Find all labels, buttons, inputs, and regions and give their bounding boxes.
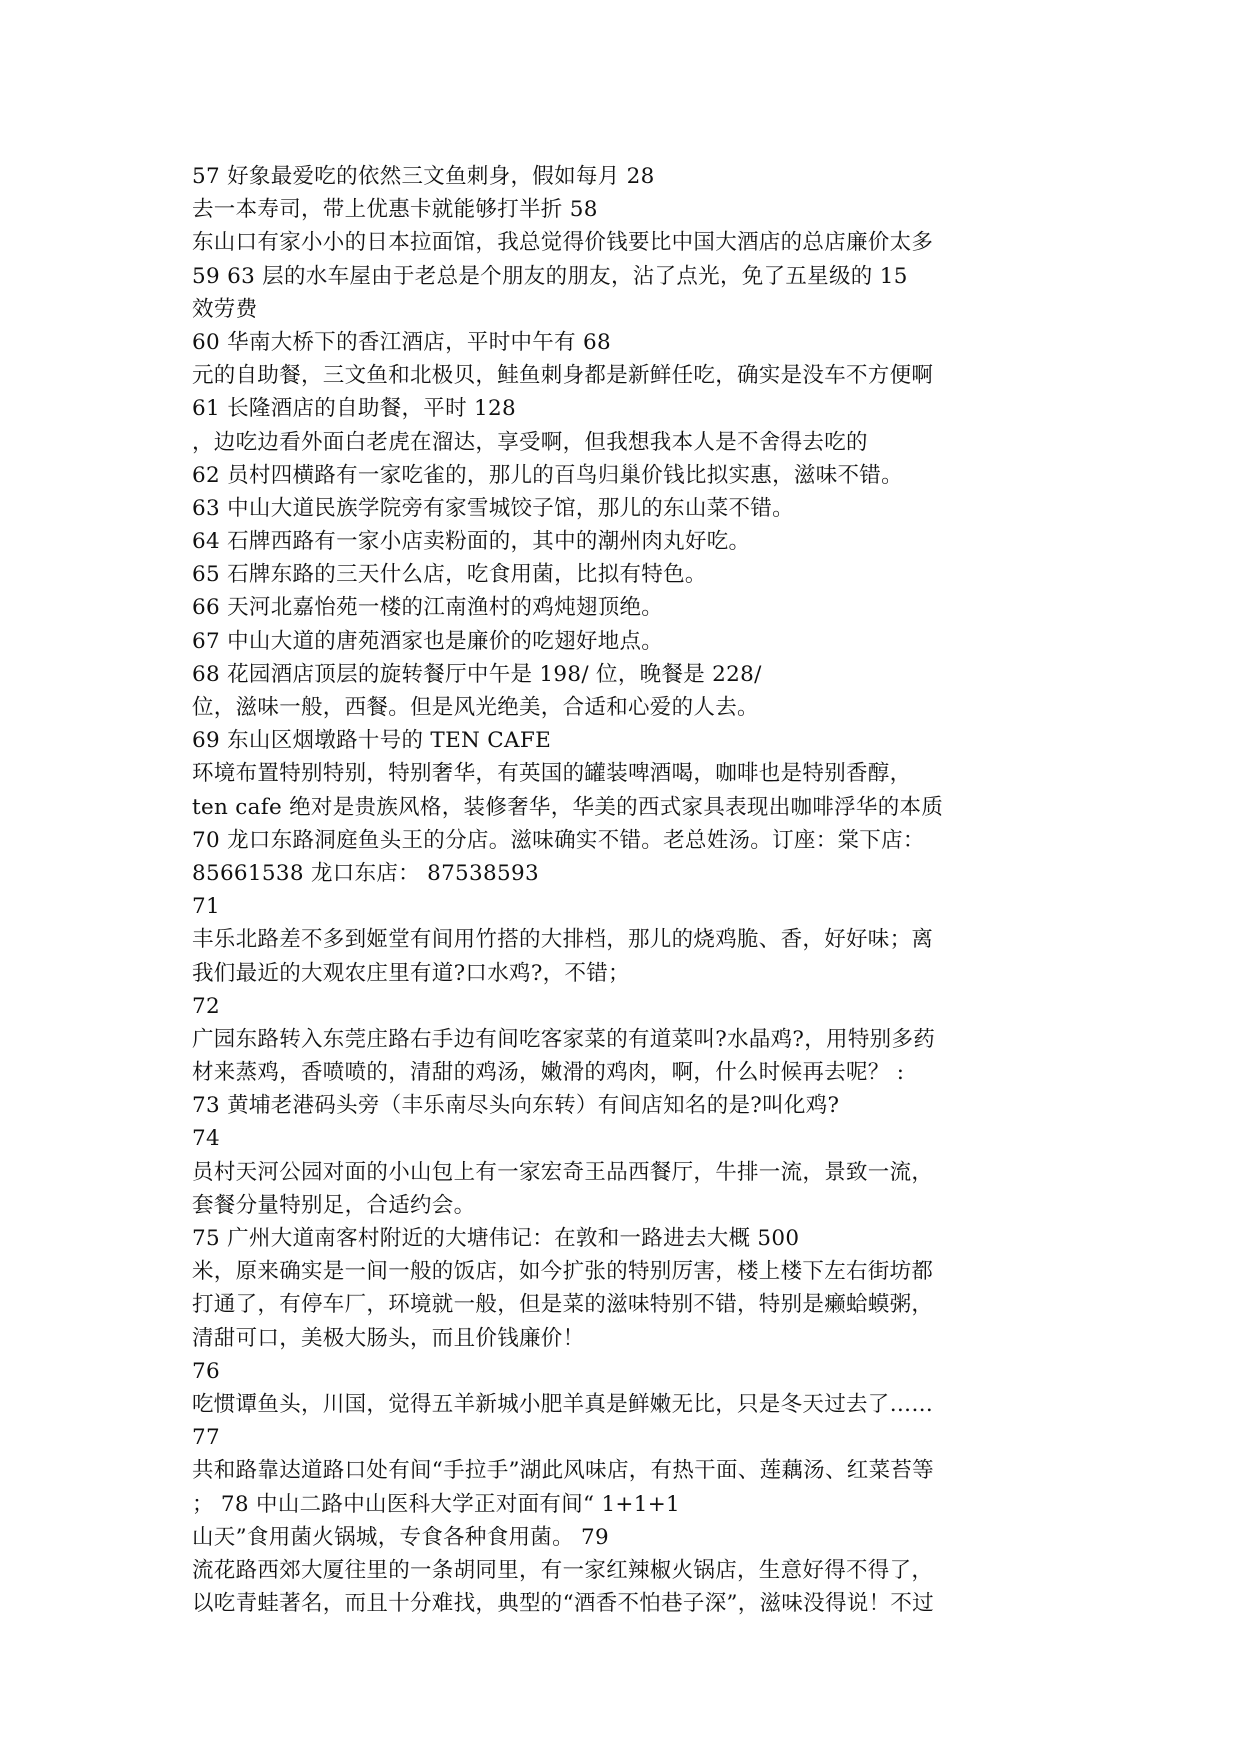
text-line: 65 石牌东路的三天什么店，吃食用菌，比拟有特色。	[192, 562, 707, 588]
text-line: 元的自助餐，三文鱼和北极贝，鲑鱼刺身都是新鲜任吃，确实是没车不方便啊	[192, 363, 934, 389]
text-line: 66 天河北嘉怡苑一楼的江南渔村的鸡炖翅顶绝。	[192, 595, 664, 621]
text-line: 71	[192, 894, 220, 920]
text-line: 69 东山区烟墩路十号的 TEN CAFE	[192, 728, 552, 754]
text-line: 套餐分量特别足，合适约会。	[192, 1192, 476, 1218]
text-line: 72	[192, 993, 220, 1019]
text-line: ten cafe 绝对是贵族风格，装修奢华，华美的西式家具表现出咖啡浮华的本质	[192, 794, 944, 820]
text-line: 74	[192, 1126, 220, 1152]
text-line: 73 黄埔老港码头旁（丰乐南尽头向东转）有间店知名的是?叫化鸡?	[192, 1093, 840, 1119]
text-line: 59 63 层的水车屋由于老总是个朋友的朋友，沾了点光，免了五星级的 15	[192, 263, 908, 289]
text-line: 山天”食用菌火锅城，专食各种食用菌。 79	[192, 1524, 609, 1550]
text-line: 员村天河公园对面的小山包上有一家宏奇王品西餐厅，牛排一流，景致一流，	[192, 1159, 934, 1185]
text-line: 环境布置特别特别，特别奢华，有英国的罐装啤酒喝，咖啡也是特别香醇，	[192, 761, 912, 787]
text-line: 64 石牌西路有一家小店卖粉面的，其中的潮州肉丸好吃。	[192, 529, 751, 555]
text-line: 共和路靠达道路口处有间“手拉手”湖此风味店，有热干面、莲藕汤、红菜苔等	[192, 1458, 934, 1484]
text-line: 位，滋味一般，西餐。但是风光绝美，合适和心爱的人去。	[192, 695, 759, 720]
text-line: 61 长隆酒店的自助餐，平时 128	[192, 396, 516, 422]
text-line: 吃惯谭鱼头，川国，觉得五羊新城小肥羊真是鲜嫩无比，只是冬天过去了……	[192, 1391, 934, 1417]
text-line: 85661538 龙口东店： 87538593	[192, 860, 539, 886]
text-line: 广园东路转入东莞庄路右手边有间吃客家菜的有道菜叫?水晶鸡?，用特别多药	[192, 1026, 936, 1052]
text-line: 效劳费	[192, 296, 258, 322]
text-line: 以吃青蛙著名，而且十分难找，典型的“酒香不怕巷子深”，滋味没得说！不过	[192, 1591, 934, 1617]
text-line: 去一本寿司，带上优惠卡就能够打半折 58	[192, 197, 598, 223]
text-line: 62 员村四横路有一家吃雀的，那儿的百鸟归巢价钱比拟实惠，滋味不错。	[192, 462, 903, 488]
text-line: 60 华南大桥下的香江酒店，平时中午有 68	[192, 329, 611, 355]
text-line: ，边吃边看外面白老虎在溜达，享受啊，但我想我本人是不舍得去吃的	[192, 429, 868, 455]
text-line: 东山口有家小小的日本拉面馆，我总觉得价钱要比中国大酒店的总店廉价太多	[192, 230, 934, 256]
text-line: 76	[192, 1358, 220, 1384]
text-line: 材来蒸鸡，香喷喷的，清甜的鸡汤，嫩滑的鸡肉，啊，什么时候再去呢？ :	[192, 1060, 905, 1086]
text-line: 丰乐北路差不多到姬堂有间用竹搭的大排档，那儿的烧鸡脆、香，好好味；离	[192, 927, 934, 953]
text-line: 57 好象最爱吃的依然三文鱼刺身，假如每月 28	[192, 164, 655, 189]
text-line: 70 龙口东路洞庭鱼头王的分店。滋味确实不错。老总姓汤。订座：棠下店：	[192, 827, 925, 853]
text-line: 75 广州大道南客村附近的大塘伟记：在敦和一路进去大概 500	[192, 1226, 800, 1251]
text-line: 米，原来确实是一间一般的饭店，如今扩张的特别厉害，楼上楼下左右街坊都	[192, 1259, 934, 1285]
text-line: 打通了，有停车厂，环境就一般，但是菜的滋味特别不错，特别是癞蛤蟆粥，	[192, 1292, 934, 1318]
text-line: 77	[192, 1425, 220, 1451]
text-line: 67 中山大道的唐苑酒家也是廉价的吃翅好地点。	[192, 628, 664, 654]
text-line: 流花路西郊大厦往里的一条胡同里，有一家红辣椒火锅店，生意好得不得了，	[192, 1557, 934, 1583]
text-line: 清甜可口，美极大肠头，而且价钱廉价！	[192, 1325, 585, 1351]
text-line: ； 78 中山二路中山医科大学正对面有间“ 1+1+1	[192, 1491, 681, 1517]
document-body	[192, 160, 1052, 1620]
text-line: 我们最近的大观农庄里有道?口水鸡?，不错；	[192, 960, 630, 986]
text-line: 63 中山大道民族学院旁有家雪城饺子馆，那儿的东山菜不错。	[192, 495, 794, 521]
text-line: 68 花园酒店顶层的旋转餐厅中午是 198/ 位，晚餐是 228/	[192, 661, 762, 687]
